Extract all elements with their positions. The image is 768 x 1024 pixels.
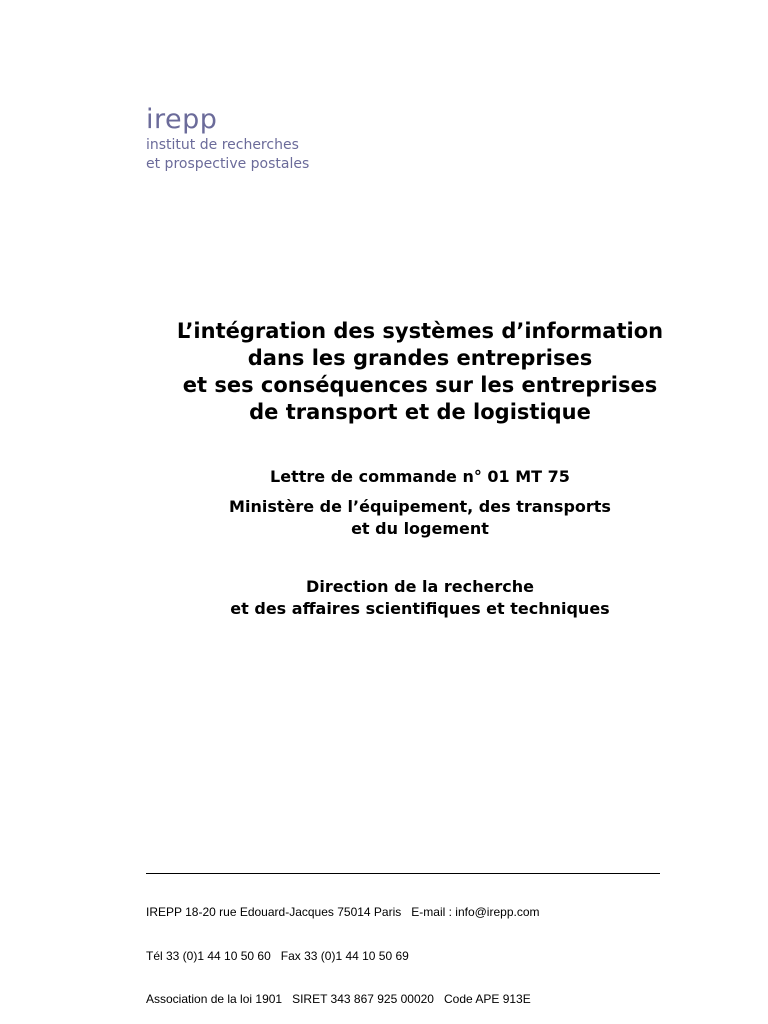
- title-line: de transport et de logistique: [249, 400, 591, 424]
- ministry-line: Ministère de l’équipement, des transports: [229, 497, 611, 516]
- ministry: [60, 496, 768, 540]
- title-line: dans les grandes entreprises: [247, 346, 593, 370]
- title-line: et ses conséquences sur les entreprises: [182, 373, 658, 397]
- footer-line: IREPP 18-20 rue Edouard-Jacques 75014 Paris E-mail : info@irepp.com: [146, 905, 540, 919]
- document-title: [60, 318, 768, 426]
- footer-contact: [146, 876, 540, 1021]
- institute-logo: [146, 104, 309, 174]
- direction: [60, 576, 768, 620]
- footer-line: Tél 33 (0)1 44 10 50 60 Fax 33 (0)1 44 10 50 69: [146, 948, 409, 963]
- ministry-line: et du logement: [351, 519, 489, 538]
- logo-subtitle-line: et prospective postales: [146, 156, 310, 172]
- order-reference: [60, 466, 768, 488]
- title-line: L’intégration des systèmes d’information: [176, 319, 664, 343]
- logo-subtitle-line: institut de recherches: [146, 137, 299, 153]
- direction-line: Direction de la recherche: [306, 577, 534, 596]
- direction-line: et des affaires scientifiques et techniques: [230, 599, 610, 618]
- order-reference-text: Lettre de commande n° 01 MT 75: [270, 467, 570, 486]
- footer-divider: [146, 873, 660, 874]
- logo-name: irepp: [146, 104, 218, 135]
- logo-subtitle: [146, 136, 309, 174]
- footer-line: Association de la loi 1901 SIRET 343 867 925 00020 Code APE 913E: [146, 992, 531, 1006]
